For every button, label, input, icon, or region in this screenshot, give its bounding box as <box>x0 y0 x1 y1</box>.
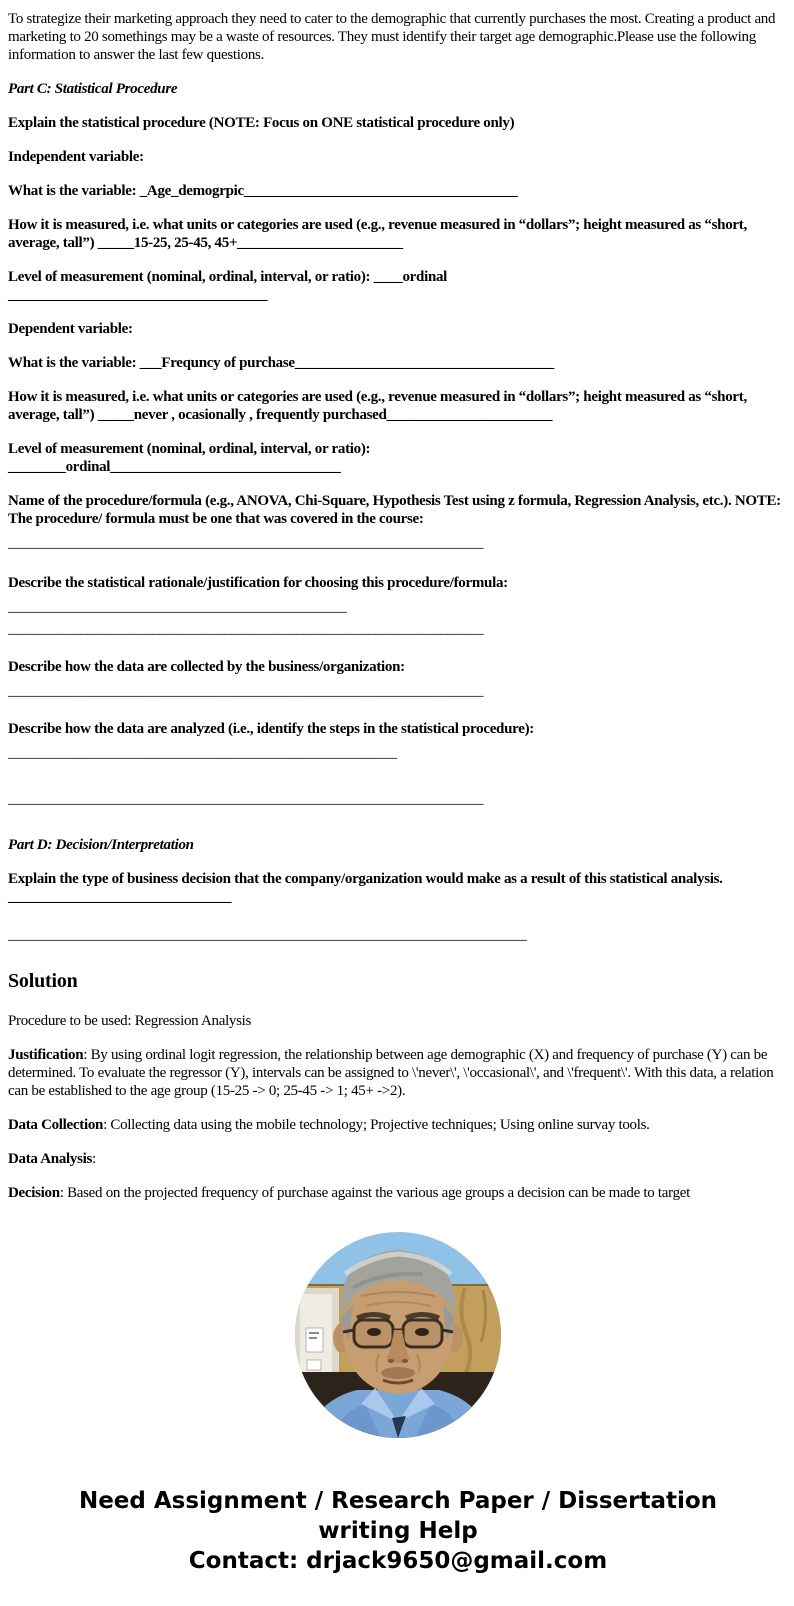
dv-measured-line: How it is measured, i.e. what units or categories are used (e.g., revenue measured in “dollars”; height measured as “short, average, tall”) _____never , ocasionally , frequently purchased_______________________ <box>8 389 747 423</box>
iv-level-line <box>8 268 788 304</box>
data-collection-text: : Collecting data using the mobile technology; Projective techniques; Using online survay tools. <box>103 1117 650 1133</box>
iv-level-text: Level of measurement (nominal, ordinal, interval, or ratio): ____ordinal <box>8 269 448 285</box>
collected-blank-line: __________________________________________________________________ <box>8 683 484 699</box>
tutor-photo <box>295 1232 501 1438</box>
data-collection-label: Data Collection <box>8 1117 104 1133</box>
decision-text: : Based on the projected frequency of purchase against the various age groups a decision can be made to target <box>59 1185 690 1201</box>
rationale-blank-line-short: _______________________________________________ <box>8 599 347 615</box>
solution-procedure-line: Procedure to be used: Regression Analysis <box>8 1013 252 1029</box>
justification-text: : By using ordinal logit regression, the relationship between age demographic (X) and frequency of purchase (Y) can be determined. To evaluate the regressor (Y), intervals can be assigned to \'never\', \'occasional\', and \'frequent\'. With this data, a relation can be established to the age group (15-25 -> 0; 25-45 -> 1; 45+ ->2). <box>8 1047 774 1099</box>
independent-variable-label: Independent variable: <box>8 149 144 165</box>
rationale-label: Describe the statistical rationale/justification for choosing this procedure/formula: <box>8 575 508 591</box>
solution-heading: Solution <box>8 970 78 992</box>
decision-label: Decision <box>8 1185 60 1201</box>
data-analysis-label: Data Analysis <box>8 1151 93 1167</box>
part-c-instruction: Explain the statistical procedure (NOTE: Focus on ONE statistical procedure only) <box>8 115 515 131</box>
part-d-explain-line: Explain the type of business decision that the company/organization would make as a result of this statistical analysis. _______________________________ <box>8 871 723 905</box>
data-analysis-paragraph <box>8 1150 788 1168</box>
footer-line-2: writing Help <box>318 1518 478 1544</box>
intro-paragraph: To strategize their marketing approach they need to cater to the demographic that currently purchases the most. Creating a product and marketing to 20 somethings may be a waste of resources. They must identify their target age demographic.Please use the following information to answer the last few questions. <box>8 11 776 63</box>
footer-banner <box>8 1486 788 1576</box>
analyzed-blank-line-long: __________________________________________________________________ <box>8 791 484 807</box>
iv-measured-line: How it is measured, i.e. what units or categories are used (e.g., revenue measured in “dollars”; height measured as “short, average, tall”) _____15-25, 25-45, 45+_______________________ <box>8 217 747 251</box>
procedure-name-label: Name of the procedure/formula (e.g., ANOVA, Chi-Square, Hypothesis Test using z formula, Regression Analysis, etc.). NOTE: The procedure/ formula must be one that was covered in the course: <box>8 493 781 527</box>
collected-label: Describe how the data are collected by the business/organization: <box>8 659 405 675</box>
data-analysis-text: : <box>92 1151 96 1167</box>
justification-label: Justification <box>8 1047 84 1063</box>
rationale-blank-line-long: __________________________________________________________________ <box>8 621 484 637</box>
justification-paragraph <box>8 1046 788 1100</box>
iv-level-blank-line: ____________________________________ <box>8 287 268 303</box>
footer-line-3: Contact: drjack9650@gmail.com <box>188 1548 608 1574</box>
dv-level-line <box>8 440 788 476</box>
footer-line-1: Need Assignment / Research Paper / Dissertation <box>78 1488 718 1514</box>
iv-variable-line: What is the variable: _Age_demogrpic______________________________________ <box>8 183 518 199</box>
analyzed-label: Describe how the data are analyzed (i.e., identify the steps in the statistical procedure): <box>8 721 534 737</box>
dv-level-answer: ________ordinal________________________________ <box>8 459 341 475</box>
part-d-heading: Part D: Decision/Interpretation <box>8 837 194 853</box>
dependent-variable-label: Dependent variable: <box>8 321 133 337</box>
part-c-heading: Part C: Statistical Procedure <box>8 81 178 97</box>
decision-paragraph <box>8 1184 788 1202</box>
data-collection-paragraph <box>8 1116 788 1134</box>
procedure-name-blank-line: __________________________________________________________________ <box>8 535 484 551</box>
dv-variable-line: What is the variable: ___Frequncy of purchase____________________________________ <box>8 355 554 371</box>
part-d-blank-line: ________________________________________________________________________ <box>8 927 527 943</box>
tutor-photo-container <box>8 1232 788 1438</box>
dv-level-text: Level of measurement (nominal, ordinal, interval, or ratio): <box>8 441 371 457</box>
analyzed-blank-line-short: ______________________________________________________ <box>8 745 397 761</box>
